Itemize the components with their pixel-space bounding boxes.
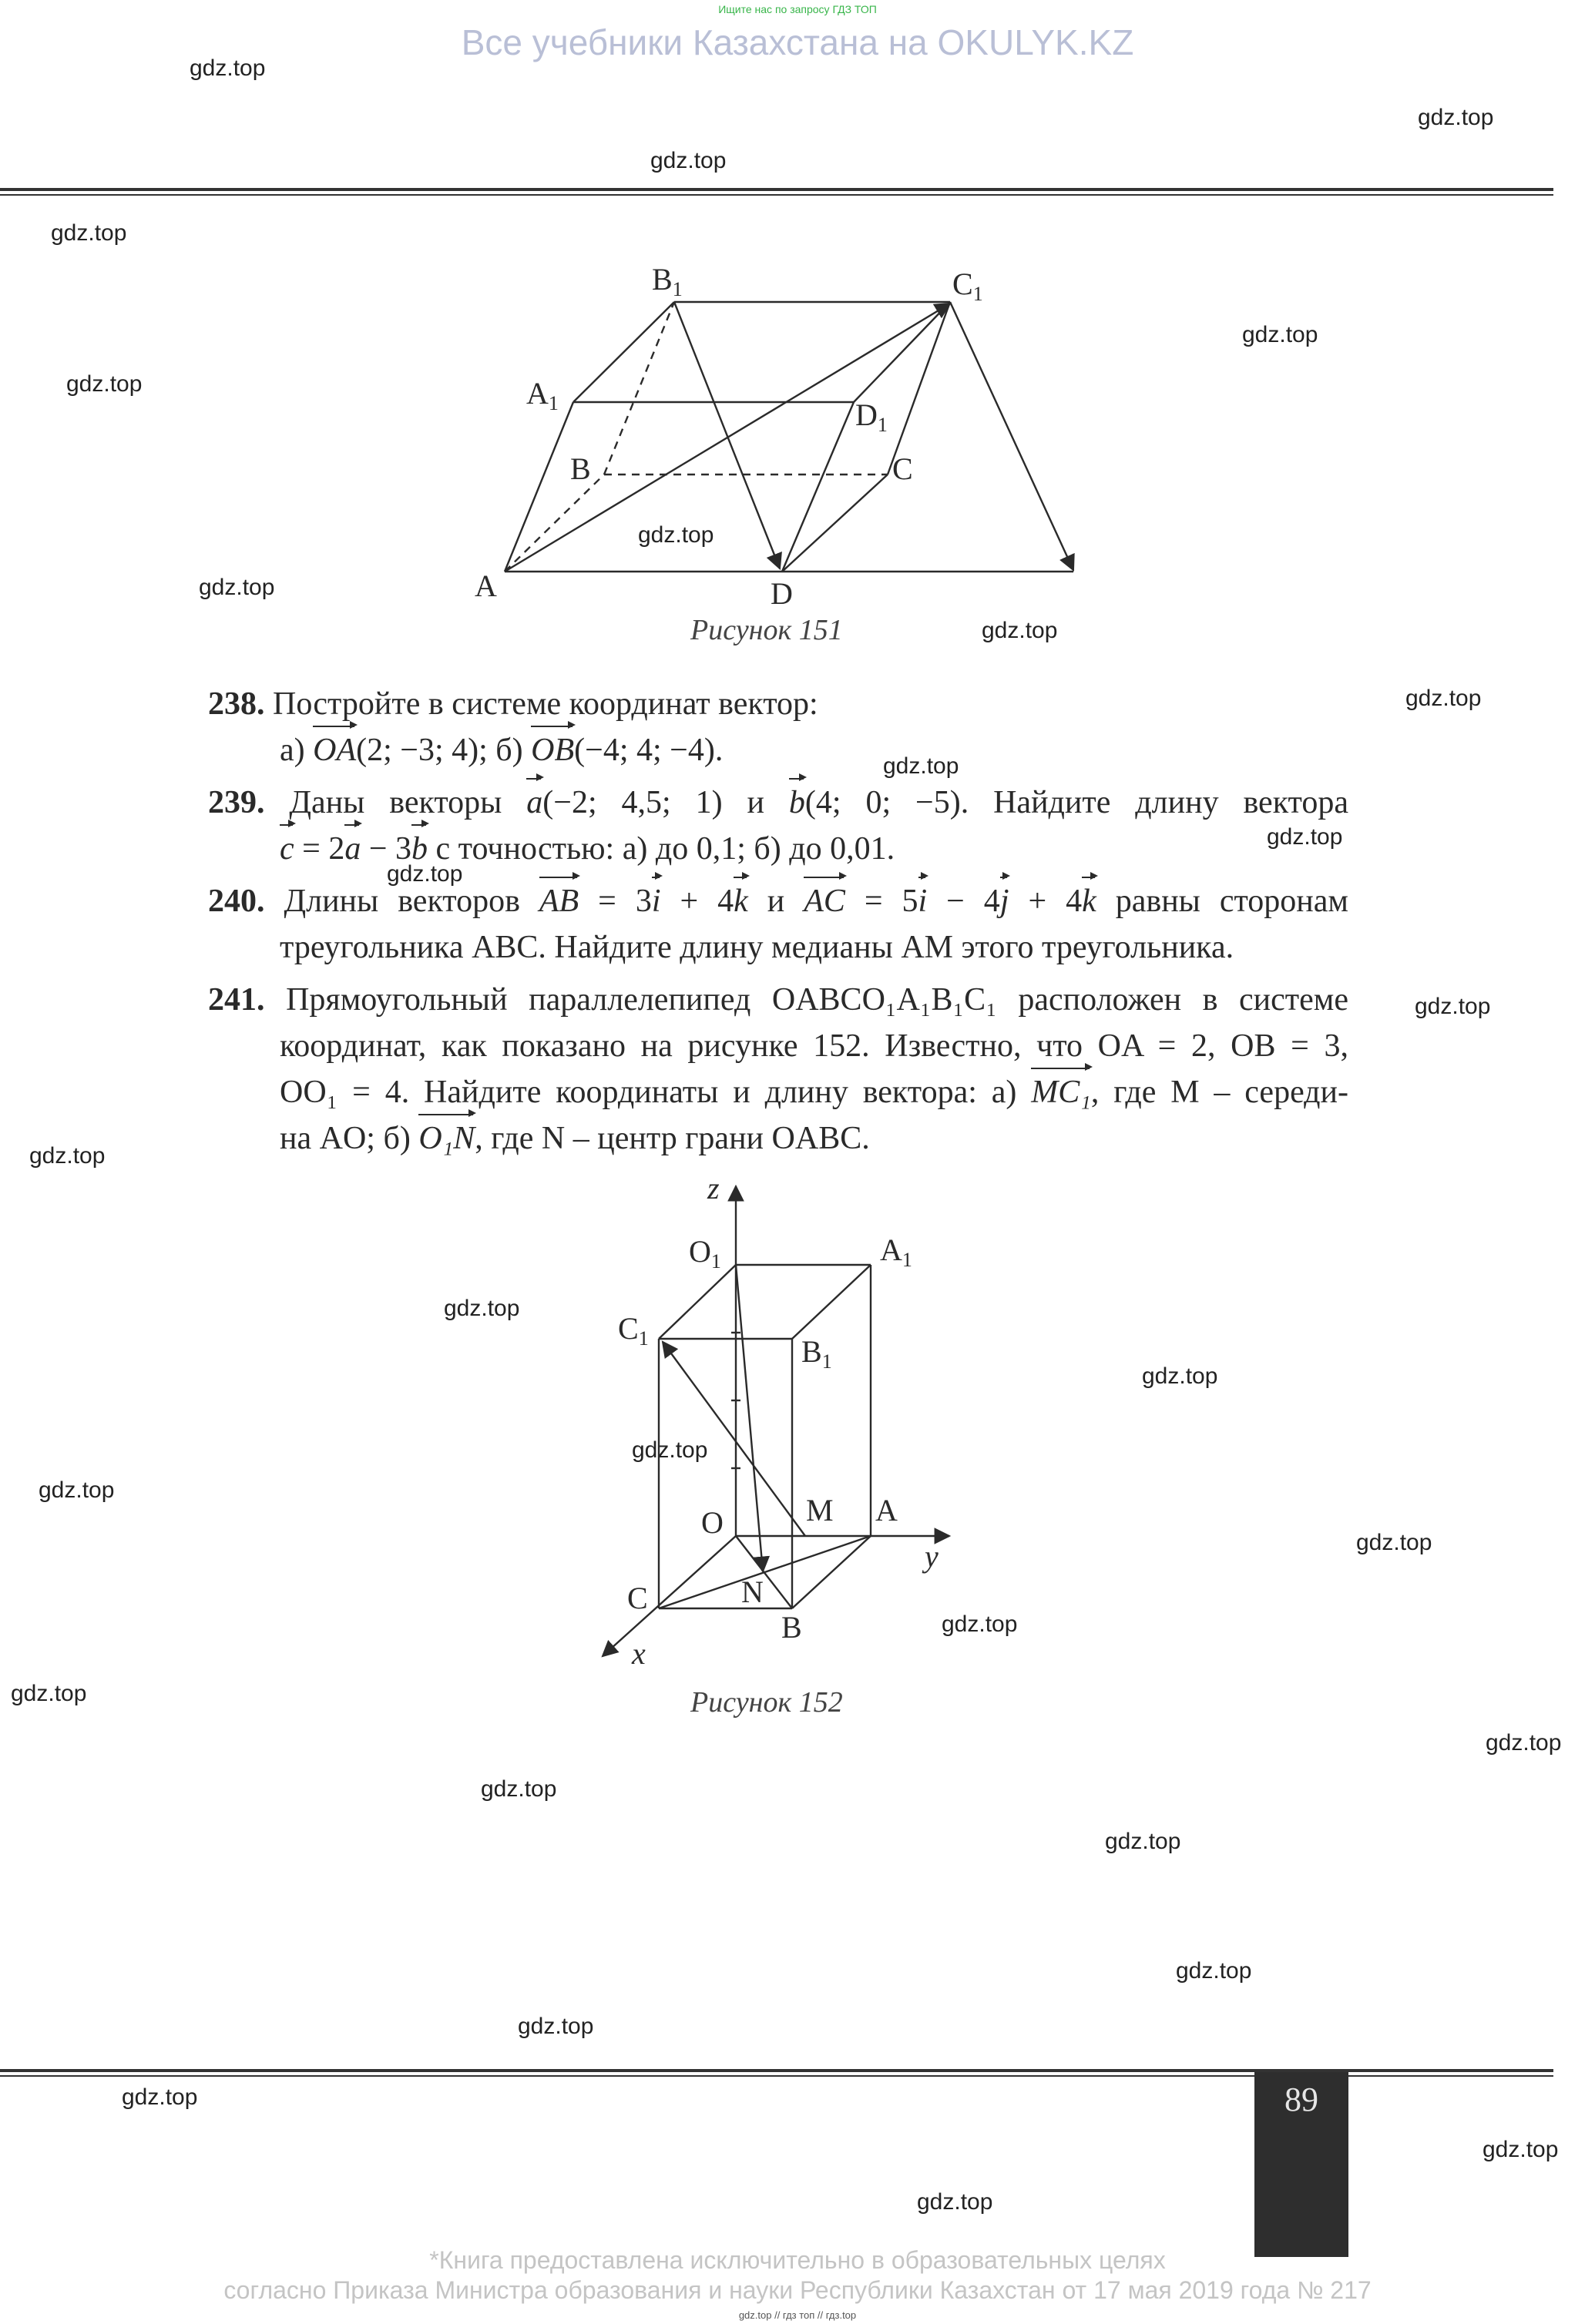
watermark[interactable]: gdz.top	[11, 1681, 87, 1706]
label-c: C	[892, 451, 913, 486]
label-a: A	[475, 568, 497, 603]
problem-number: 239.	[208, 785, 265, 820]
watermark[interactable]: gdz.top	[1105, 1829, 1181, 1854]
axis-x-label: x	[632, 1636, 646, 1664]
watermark[interactable]: gdz.top	[650, 148, 727, 173]
watermark[interactable]: gdz.top	[190, 55, 266, 81]
top-rule-thin	[0, 194, 1553, 196]
watermark[interactable]: gdz.top	[387, 861, 463, 887]
label-o: O	[701, 1505, 724, 1540]
label-b: B	[570, 451, 591, 486]
watermark[interactable]: gdz.top	[1486, 1730, 1562, 1756]
label-o1: $O_1$	[689, 1234, 721, 1273]
problem-239: 239. Даны векторы a(−2; 4,5; 1) и b(4; 0; −5). Найдите длину вектора c = 2a − 3b с точностью: а) до 0,1; б) до 0,01.	[208, 780, 1348, 872]
footer-links[interactable]: gdz.top // гдз топ // гдз.top	[738, 2309, 857, 2321]
watermark[interactable]: gdz.top	[122, 2084, 198, 2110]
label-b: B	[781, 1610, 802, 1645]
watermark[interactable]: gdz.top	[199, 575, 275, 600]
figure-152	[0, 1171, 1595, 1664]
watermark[interactable]: gdz.top	[1483, 2137, 1559, 2162]
problem-number: 238.	[208, 686, 265, 722]
label-b1: $B_1$	[801, 1334, 832, 1373]
problem-241: 241. Прямоугольный параллелепипед OABCO₁A₁B₁C₁ расположен в системе координат, как показано на рисунке 152. Известно, что OA = 2, OB = 3, OO₁ = 4. Найдите координаты и длину вектора: а) MC₁, где M – середи- на AO; б) O₁N, где N – центр грани OABC.	[208, 977, 1348, 1162]
watermark[interactable]: gdz.top	[1405, 686, 1482, 711]
watermark[interactable]: gdz.top	[29, 1143, 106, 1169]
axis-y-label: y	[925, 1539, 939, 1574]
watermark[interactable]: gdz.top	[518, 2014, 594, 2039]
watermark[interactable]: gdz.top	[638, 522, 714, 548]
watermark[interactable]: gdz.top	[632, 1437, 708, 1463]
site-hint: Ищите нас по запросу ГДЗ ТОП	[718, 3, 877, 15]
axis-z-label: z	[707, 1171, 720, 1206]
problem-238: 238. Постройте в системе координат вектор: а) OA(2; −3; 4); б) OB(−4; 4; −4).	[208, 681, 1348, 773]
label-d1: $D_1$	[855, 397, 888, 436]
label-n: N	[741, 1574, 764, 1609]
problem-number: 240.	[208, 884, 265, 919]
watermark[interactable]: gdz.top	[1176, 1958, 1252, 1984]
footer-order: согласно Приказа Министра образования и науки Республики Казахстан от 17 мая 2019 года № 217	[223, 2276, 1372, 2304]
label-a1: $A_1$	[880, 1232, 912, 1271]
site-title[interactable]: Все учебники Казахстана на OKULYK.KZ	[461, 22, 1134, 62]
watermark[interactable]: gdz.top	[982, 618, 1058, 643]
top-rule	[0, 188, 1553, 191]
figure-152-caption: Рисунок 152	[690, 1686, 843, 1719]
figure-151-caption: Рисунок 151	[690, 614, 843, 646]
watermark[interactable]: gdz.top	[444, 1296, 520, 1321]
label-c1: $C_1$	[952, 267, 983, 305]
footer-disclaimer: *Книга предоставлена исключительно в образовательных целях	[429, 2246, 1166, 2274]
watermark[interactable]: gdz.top	[481, 1776, 557, 1802]
watermark[interactable]: gdz.top	[1242, 322, 1318, 347]
label-a1: $A_1$	[526, 376, 559, 414]
label-m: M	[806, 1493, 834, 1528]
watermark[interactable]: gdz.top	[883, 753, 959, 779]
watermark[interactable]: gdz.top	[1415, 994, 1491, 1019]
watermark[interactable]: gdz.top	[51, 220, 127, 246]
watermark[interactable]: gdz.top	[1356, 1530, 1432, 1555]
watermark[interactable]: gdz.top	[39, 1477, 115, 1503]
label-c1: $C_1$	[618, 1311, 649, 1350]
watermark[interactable]: gdz.top	[1267, 824, 1343, 850]
label-c: C	[627, 1581, 648, 1615]
label-a: A	[875, 1493, 898, 1528]
page-number: 89	[1284, 2081, 1318, 2118]
label-d: D	[771, 576, 793, 611]
watermark[interactable]: gdz.top	[66, 371, 143, 397]
watermark[interactable]: gdz.top	[942, 1611, 1018, 1637]
problem-number: 241.	[208, 982, 265, 1018]
watermark[interactable]: gdz.top	[917, 2189, 993, 2215]
watermark[interactable]: gdz.top	[1418, 105, 1494, 130]
label-b1: $B_1$	[652, 262, 683, 300]
watermark[interactable]: gdz.top	[1142, 1363, 1218, 1389]
problem-240: 240. Длины векторов AB = 3i + 4k и AC = 5i − 4j + 4k равны сторонам треугольника ABC. Найдите длину медианы AM этого треугольника.	[208, 878, 1348, 971]
figure-151	[0, 231, 1595, 662]
